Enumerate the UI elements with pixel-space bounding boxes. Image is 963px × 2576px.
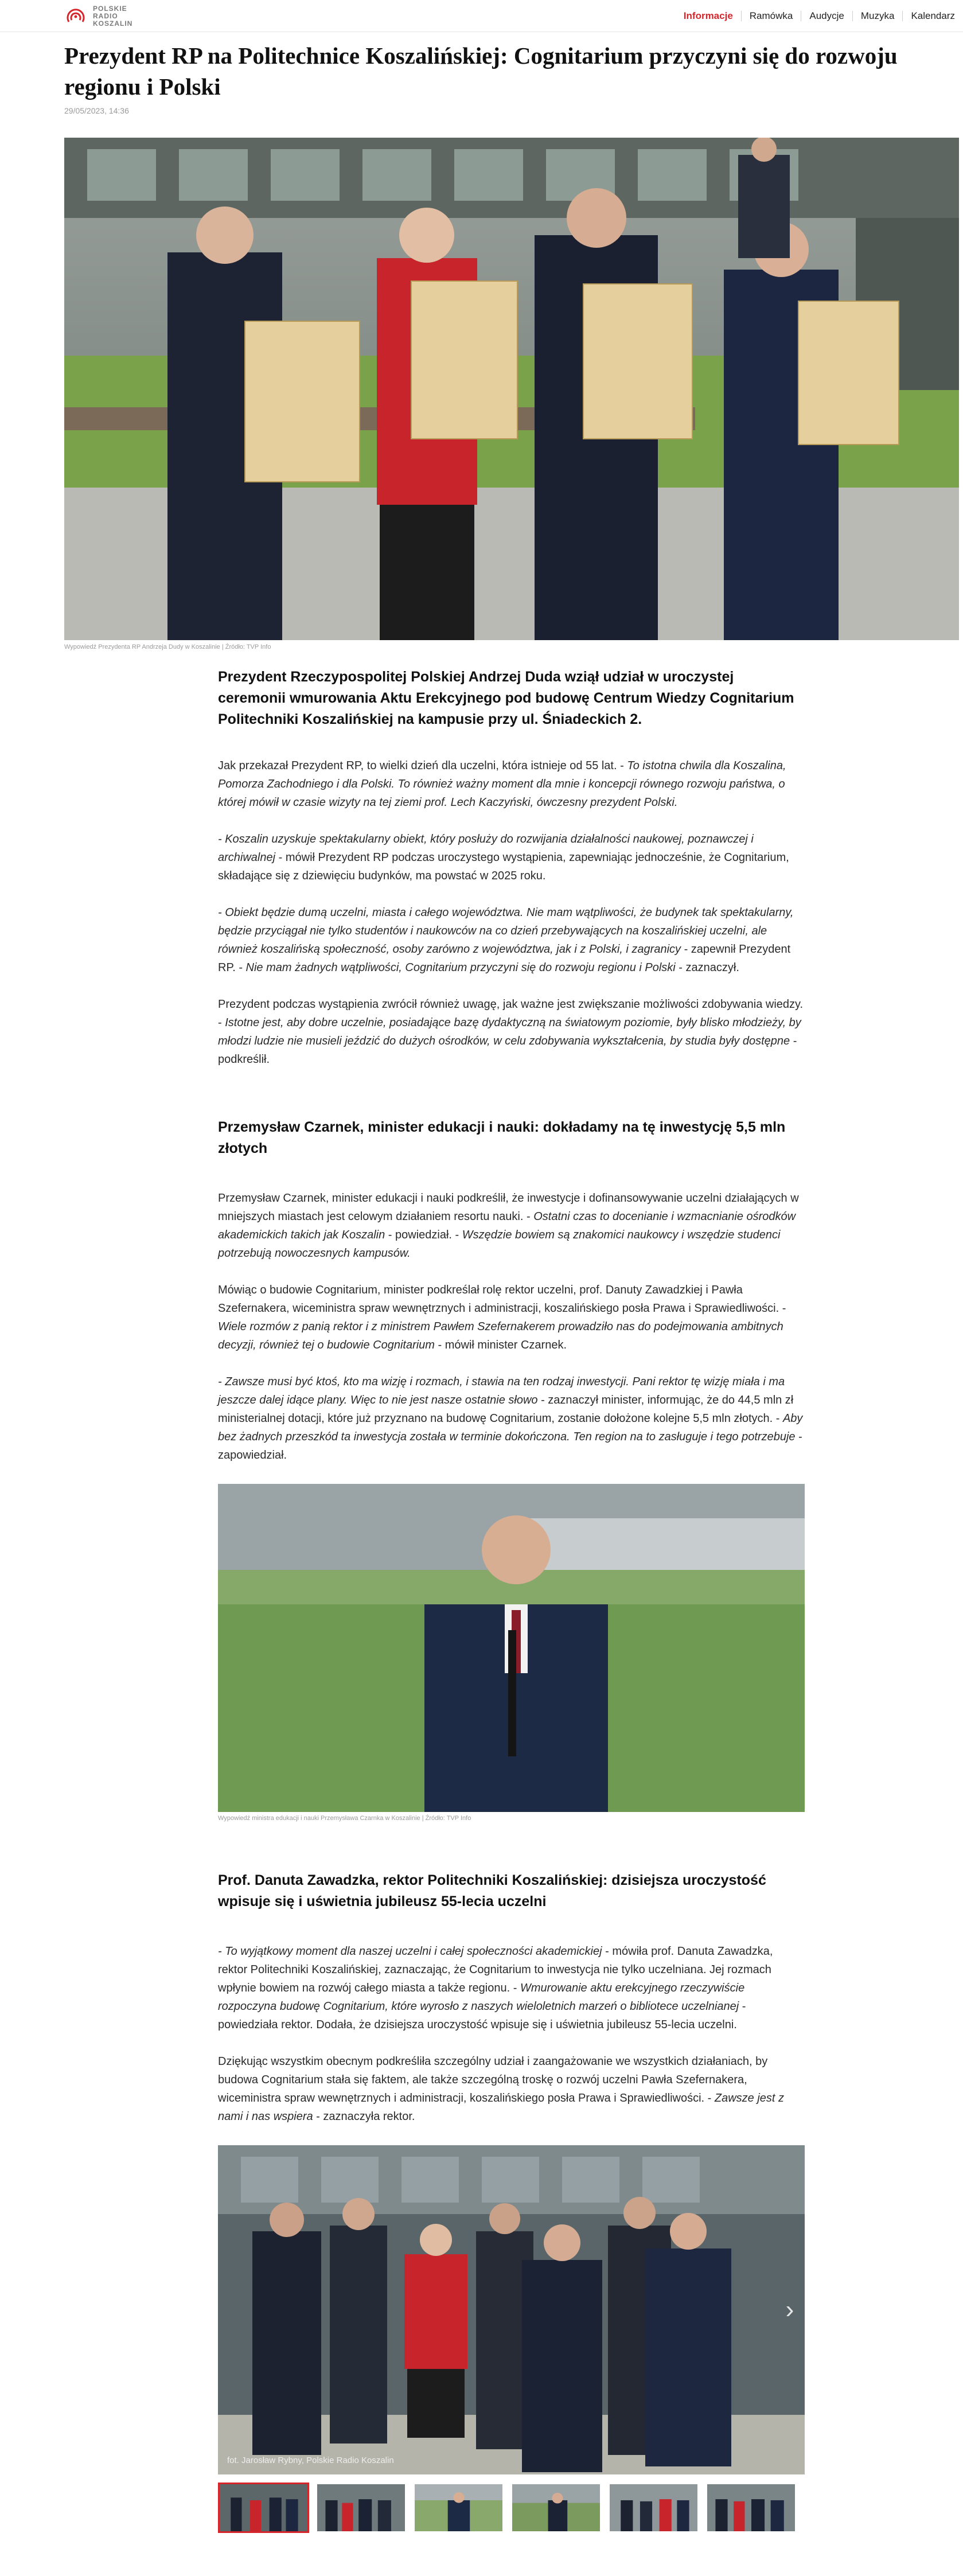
text-run: Dziękując wszystkim obecnym podkreśliła szczególny udział i zaangażowanie we wszystkich działaniach, by budowa Cognitarium stała się faktem, ale także szczególną troskę o rozwój uczelni Pawła Szefernakera, wiceministra spraw wewnętrznych i administracji, koszalińskiego posła Prawa i Sprawiedliwości. - bbox=[218, 2055, 768, 2105]
text-run: - podkreślił. bbox=[218, 1035, 797, 1066]
photo-caption: Wypowiedź ministra edukacji i nauki Przemysława Czarnka w Koszalinie | Źródło: TVP Info bbox=[218, 1815, 471, 1822]
radio-logo-icon bbox=[64, 5, 87, 28]
section-heading: Przemysław Czarnek, minister edukacji i nauki: dokładamy na tę inwestycję 5,5 mln złotych bbox=[218, 1119, 786, 1156]
quote-run: Ostatni czas to docenianie i wzmacnianie ośrodków akademickich takich jak Koszalin bbox=[218, 1210, 796, 1241]
gallery-next-arrow-icon[interactable]: › bbox=[785, 2296, 794, 2324]
gallery-thumbnail[interactable] bbox=[608, 2483, 699, 2533]
article-title: Prezydent RP na Politechnice Koszalińskiej: Cognitarium przyczyni się do rozwoju regionu i Polski bbox=[64, 42, 898, 100]
quote-run: - Zawsze musi być ktoś, kto ma wizję i rozmach, i stawia na ten rodzaj inwestycji. Pani rektor tę wizję miała i ma jeszcze dalej idące plany. Więc to nie jest nasze ostatnie słowo bbox=[218, 1375, 785, 1406]
quote-run: - Obiekt będzie dumą uczelni, miasta i całego województwa. Nie mam wątpliwości, że budynek tak spektakularny, będzie przyciągał nie tylko studentów i naukowców na co dzień przebywających na koszalińskiej uczelni, ale również koszalińską społeczność, osoby zarówno z województwa, jak i z Polski, i zagranicy bbox=[218, 906, 794, 956]
quote-run: Wszędzie bowiem są znakomici naukowcy i wszędzie studenci potrzebują nowoczesnych kampusów. bbox=[218, 1229, 781, 1260]
logo-line: KOSZALIN bbox=[93, 19, 133, 28]
paragraph bbox=[218, 1942, 805, 2034]
quote-run: - To wyjątkowy moment dla naszej uczelni i całej społeczności akademickiej bbox=[218, 1945, 602, 1958]
paragraph bbox=[218, 903, 805, 977]
paragraph bbox=[218, 2052, 805, 2126]
minister-photo bbox=[218, 1484, 805, 1812]
nav-item-audycje[interactable]: Audycje bbox=[801, 11, 852, 21]
quote-run: Aby bez żadnych przeszkód ta inwestycja została w terminie dokończona. Ten region na to zasługuje i tego potrzebuje bbox=[218, 1412, 803, 1443]
gallery-thumbnail[interactable] bbox=[218, 2483, 309, 2533]
text-run: - powiedział. - bbox=[385, 1229, 462, 1241]
quote-run: To istotna chwila dla Koszalina, Pomorza Zachodniego i dla Polski. To również ważny moment dla mnie i koncepcji równego rozwoju państwa, o której mówił w czasie wizyty na tej ziemi prof. Lech Kaczyński, ówczesny prezydent Polski. bbox=[218, 759, 786, 809]
text-run: - mówił minister Czarnek. bbox=[434, 1339, 567, 1351]
nav-item-ramowka[interactable]: Ramówka bbox=[741, 11, 801, 21]
quote-run: Istotne jest, aby dobre uczelnie, posiadające bazę dydaktyczną na światowym poziomie, były blisko młodzieży, by młodzi ludzie nie musieli jeździć do dużych ośrodków, w celu zdobywania wykształcenia, by studia były dostępne bbox=[218, 1016, 801, 1047]
gallery-thumbnail[interactable] bbox=[315, 2483, 407, 2533]
gallery-thumbnails bbox=[218, 2483, 805, 2533]
site-logo[interactable] bbox=[64, 3, 132, 29]
paragraph bbox=[218, 1281, 805, 1354]
text-run: - zaznaczyła rektor. bbox=[313, 2110, 415, 2123]
paragraph bbox=[218, 757, 805, 812]
text-run: - zaznaczył minister, informując, że do 44,5 mln zł ministerialnej dotacji, które już przyznano na budowę Cognitarium, zostanie dołożone kolejne 5,5 mln złotych. - bbox=[218, 1394, 794, 1425]
logo-text bbox=[93, 5, 132, 28]
gallery-credit: fot. Jarosław Rybny, Polskie Radio Koszalin bbox=[227, 2456, 394, 2465]
photo-gallery[interactable] bbox=[218, 2145, 805, 2474]
nav-item-muzyka[interactable]: Muzyka bbox=[852, 11, 903, 21]
text-run: - zapewnił Prezydent RP. - bbox=[218, 943, 791, 974]
section-heading: Prof. Danuta Zawadzka, rektor Politechniki Koszalińskiej: dzisiejsza uroczystość wpisuje się i uświetnia jubileusz 55-lecia uczelni bbox=[218, 1872, 766, 1909]
logo-line: RADIO bbox=[93, 11, 118, 20]
paragraph bbox=[218, 830, 805, 885]
quote-run: Zawsze jest z nami i nas wspiera bbox=[218, 2092, 785, 2123]
paragraph bbox=[218, 995, 805, 1069]
paragraph bbox=[218, 1189, 805, 1262]
text-run: Prezydent podczas wystąpienia zwrócił również uwagę, jak ważne jest zwiększanie możliwości zdobywania wiedzy. - bbox=[218, 998, 804, 1029]
quote-run: Wmurowanie aktu erekcyjnego rzeczywiście rozpoczyna budowę Cognitarium, które wyrosło z naszych wieloletnich marzeń o bibliotece uczelnianej bbox=[218, 1982, 745, 2013]
article-body bbox=[218, 667, 805, 2533]
logo-line: POLSKIE bbox=[93, 4, 127, 13]
publish-date: 29/05/2023, 14:36 bbox=[64, 106, 129, 115]
text-run: - powiedziała rektor. Dodała, że dzisiejsza uroczystość wpisuje się i uświetnia jubileusz 55-lecia uczelni. bbox=[218, 2000, 746, 2031]
text-run: Jak przekazał Prezydent RP, to wielki dzień dla uczelni, która istnieje od 55 lat. - bbox=[218, 759, 627, 772]
text-run: Przemysław Czarnek, minister edukacji i nauki podkreślił, że inwestycje i dofinansowywanie uczelni działających w mniejszych miastach jest celowym działaniem resortu nauki. - bbox=[218, 1192, 799, 1223]
hero-photo bbox=[64, 138, 959, 640]
nav-item-kalendarz[interactable]: Kalendarz bbox=[902, 11, 963, 21]
text-run: - zaznaczył. bbox=[675, 961, 739, 974]
gallery-thumbnail[interactable] bbox=[705, 2483, 797, 2533]
top-bar bbox=[0, 0, 963, 32]
paragraph bbox=[218, 1373, 805, 1464]
nav-item-informacje[interactable]: Informacje bbox=[683, 10, 733, 21]
main-nav bbox=[676, 0, 963, 32]
gallery-thumbnail[interactable] bbox=[413, 2483, 504, 2533]
hero-caption: Wypowiedź Prezydenta RP Andrzeja Dudy w Koszalinie | Źródło: TVP Info bbox=[64, 644, 271, 650]
quote-run: Wiele rozmów z panią rektor i z ministrem Pawłem Szefernakerem prowadziło nas do podejmowania ambitnych decyzji, również tej o budowie Cognitarium bbox=[218, 1320, 783, 1351]
text-run: Mówiąc o budowie Cognitarium, minister podkreślał rolę rektor uczelni, prof. Danuty Zawadzkiej i Pawła Szefernakera, wiceministra spraw wewnętrznych i administracji, koszalińskiego posła Prawa i Sprawiedliwości. - bbox=[218, 1284, 786, 1315]
quote-run: - Koszalin uzyskuje spektakularny obiekt, który posłuży do rozwijania działalności naukowej, poznawczej i archiwalnej bbox=[218, 833, 754, 864]
quote-run: Nie mam żadnych wątpliwości, Cognitarium przyczyni się do rozwoju regionu i Polski bbox=[245, 961, 676, 974]
text-run: - mówiła prof. Danuta Zawadzka, rektor Politechniki Koszalińskiej, zaznaczając, że Cognitarium to inwestycja nie tylko uczelniana. Jej rozmach wpłynie bowiem na rozwój całego miasta a także regionu. - bbox=[218, 1945, 773, 1994]
article-lead: Prezydent Rzeczypospolitej Polskiej Andrzej Duda wziął udział w uroczystej ceremonii wmurowania Aktu Erekcyjnego pod budowę Centrum Wiedzy Cognitarium Politechniki Koszalińskiej na kampusie przy ul. Śniadeckich 2. bbox=[218, 669, 794, 727]
text-run: - zapowiedział. bbox=[218, 1431, 802, 1462]
gallery-thumbnail[interactable] bbox=[510, 2483, 602, 2533]
text-run: - mówił Prezydent RP podczas uroczystego wystąpienia, zapewniając jednocześnie, że Cognitarium, składające się z dziewięciu budynków, ma powstać w 2025 roku. bbox=[218, 851, 789, 882]
